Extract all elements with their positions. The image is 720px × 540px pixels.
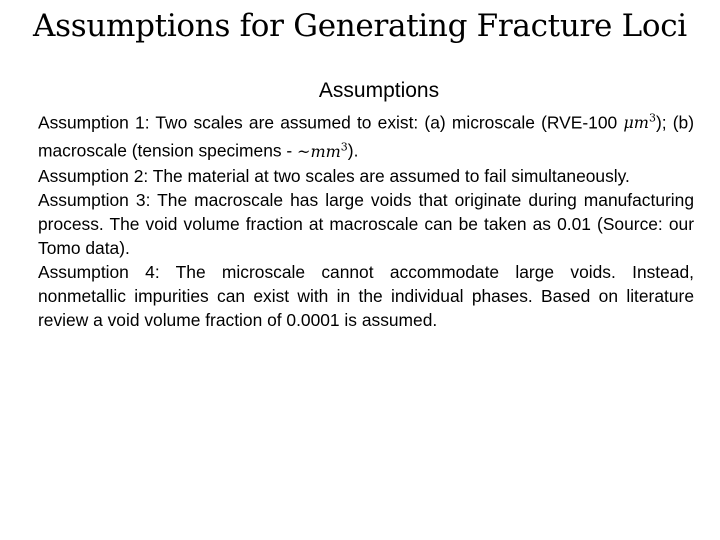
assumption-1-text: Assumption 1: Two scales are assumed to exist: (a) microscale (RVE-100 <box>38 112 624 133</box>
assumption-1-mid: ); (b) macroscale (tension specimens - <box>38 112 694 161</box>
assumption-3: Assumption 3: The macroscale has large voids that originate during manufacturing process. The void volume fraction at macroscale can be taken as 0.01 (Source: our Tomo data). <box>38 189 694 258</box>
millimeter-unit: $\sim mm^3$ <box>297 140 348 161</box>
assumptions-heading: Assumptions <box>318 79 440 102</box>
assumption-1 <box>38 107 694 164</box>
assumption-2: Assumption 2: The material at two scales are assumed to fail simultaneously. <box>38 165 630 186</box>
slide-title: Assumptions for Generating Fracture Loci <box>33 8 687 44</box>
assumptions-box <box>38 78 694 332</box>
assumption-1-end: ). <box>347 140 359 161</box>
micrometer-unit: $\mu m^3$ <box>623 112 656 133</box>
assumption-4: Assumption 4: The microscale cannot accommodate large voids. Instead, nonmetallic impurities can exist with in the individual phases. Based on literature review a void volume fraction of 0.0001 is assumed. <box>38 261 694 330</box>
